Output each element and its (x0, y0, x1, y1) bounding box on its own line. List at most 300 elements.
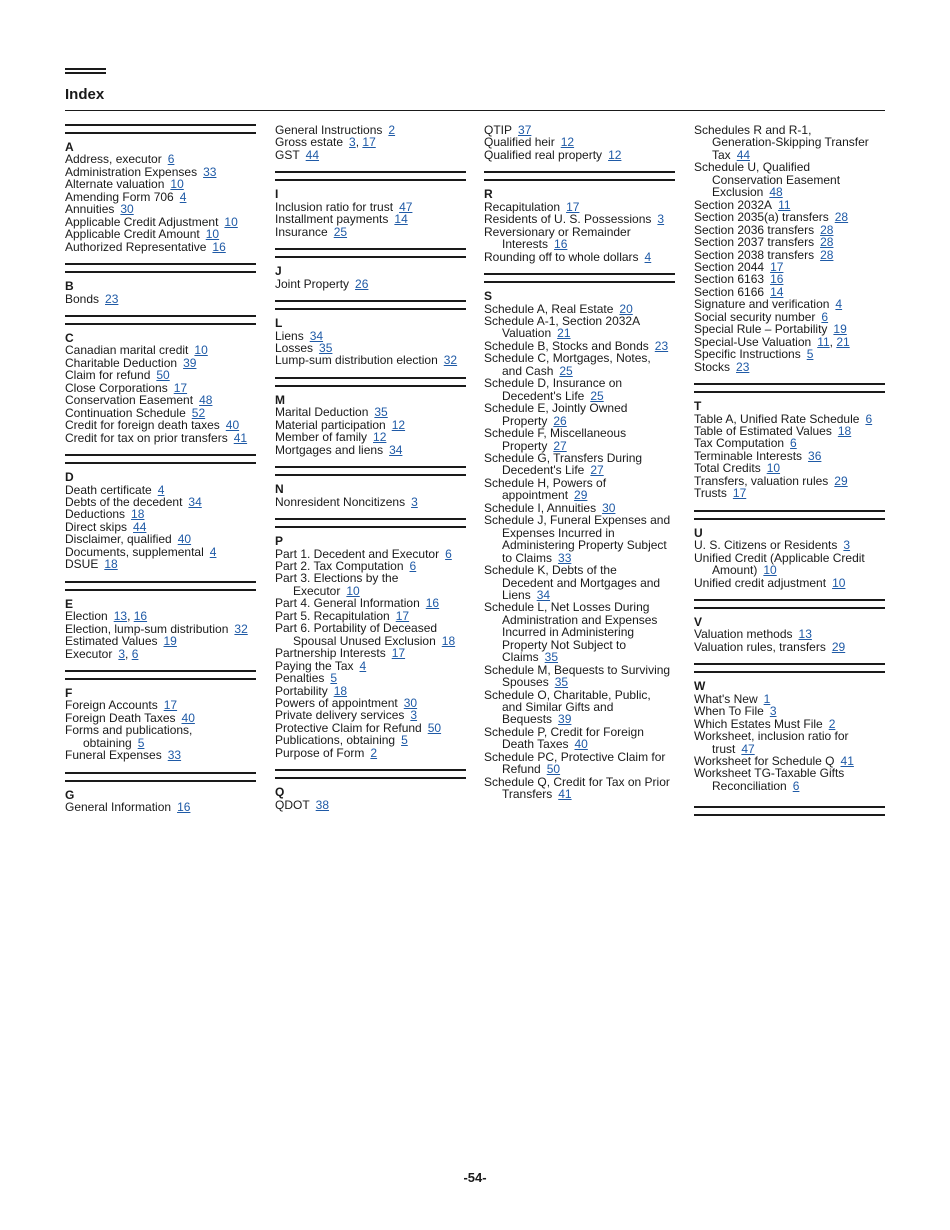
page-link[interactable]: 32 (234, 621, 248, 636)
entry-pages (188, 495, 201, 509)
page-link[interactable]: 17 (391, 646, 406, 661)
entry-text: Conservation Easement (65, 393, 194, 408)
entry-text: to Claims (502, 550, 553, 565)
entry-text: Joint Property (275, 276, 350, 291)
entry-text: Interests (502, 237, 549, 252)
page-link[interactable]: 41 (233, 430, 248, 445)
index-section-continued (275, 124, 466, 161)
entry-text: Unified credit adjustment (694, 575, 827, 590)
page-link[interactable]: 6 (167, 152, 175, 167)
entry-text: Decedent and Mortgages and (502, 575, 661, 590)
page-link[interactable]: 21 (836, 334, 850, 349)
entry-pages (334, 225, 347, 239)
page-link[interactable]: 12 (608, 147, 622, 162)
entry-pages (168, 748, 181, 762)
entry-text: Forms and publications, (65, 723, 193, 738)
page-link[interactable]: 19 (163, 634, 177, 649)
entry-pages (203, 165, 216, 179)
page-link[interactable]: 29 (831, 639, 846, 654)
entry-text: Part 4. General Information (275, 596, 420, 611)
index-section-j (275, 248, 466, 290)
entry-text: appointment (502, 488, 569, 503)
entry-text: Spousal Unused Exclusion (293, 633, 436, 648)
page-link[interactable]: 4 (835, 297, 843, 312)
index-entry (275, 136, 466, 148)
index-entry (65, 432, 256, 444)
entry-text: Applicable Credit Adjustment (65, 214, 219, 229)
page-link[interactable]: 3 (349, 135, 356, 150)
page-link[interactable]: 26 (355, 276, 369, 291)
page-link[interactable]: 34 (309, 328, 324, 343)
entry-text: Marital Deduction (275, 405, 369, 420)
entry-text: Schedule K, Debts of the (484, 563, 617, 578)
page-link[interactable]: 18 (837, 423, 852, 438)
page-link[interactable]: 17 (163, 698, 178, 713)
entry-text: Schedule P, Credit for Foreign (484, 724, 644, 739)
entry-pages (736, 360, 749, 374)
page-link[interactable]: 44 (133, 519, 147, 534)
section-letter: J (275, 264, 282, 279)
entry-text: Executor (293, 583, 341, 598)
page-link[interactable]: 12 (391, 417, 406, 432)
entry-pages (210, 545, 217, 559)
page-separator: , (125, 646, 132, 661)
section-letter: E (65, 596, 74, 611)
entry-pages (608, 148, 621, 162)
entry-text: Qualified heir (484, 135, 555, 150)
page-link[interactable]: 34 (536, 587, 551, 602)
page-link[interactable]: 4 (179, 189, 187, 204)
entry-text: Election, lump-sum distribution (65, 621, 229, 636)
index-entry (275, 226, 466, 238)
entry-pages (306, 148, 319, 162)
entry-pages (808, 449, 821, 463)
page-link[interactable]: 25 (333, 224, 348, 239)
page-link[interactable]: 13 (113, 609, 128, 624)
index-entry (484, 352, 675, 377)
index-entry (65, 724, 256, 749)
index-column-2 (275, 124, 466, 821)
section-letter: B (65, 279, 74, 294)
entry-text: When To File (694, 704, 764, 719)
entry-text: Schedule O, Charitable, Public, (484, 687, 651, 702)
entry-text: Schedule C, Mortgages, Notes, (484, 351, 651, 366)
entry-text: Special Rule – Portability (694, 322, 828, 337)
entry-text: Publications, obtaining (275, 733, 396, 748)
page-link[interactable]: 17 (770, 259, 784, 274)
entry-text: General Instructions (275, 123, 383, 137)
entry-pages (394, 212, 407, 226)
entry-text: Property Not Subject to (502, 637, 627, 652)
index-section-u (694, 510, 885, 589)
entry-pages (832, 576, 845, 590)
page-link[interactable]: 2 (370, 745, 378, 760)
page-link[interactable]: 47 (741, 741, 755, 756)
entry-text: Trusts (694, 486, 727, 501)
page-link[interactable]: 6 (865, 411, 873, 426)
entry-text: Expenses Incurred in (502, 525, 615, 540)
index-entry (694, 487, 885, 499)
page-link[interactable]: 39 (558, 712, 572, 727)
page-link[interactable]: 21 (557, 326, 571, 341)
page-link[interactable]: 44 (305, 147, 320, 162)
entry-pages (655, 339, 668, 353)
page-link[interactable]: 29 (834, 473, 848, 488)
entry-text: Transfers (502, 787, 553, 802)
page-link[interactable]: 50 (156, 368, 170, 383)
page-link[interactable]: 27 (553, 438, 567, 453)
index-entry (694, 124, 885, 161)
index-column-4 (694, 124, 885, 816)
entry-text: Direct skips (65, 519, 128, 534)
entry-text: Protective Claim for Refund (275, 720, 422, 735)
index-entry (275, 496, 466, 508)
entry-text: Bonds (65, 291, 100, 306)
entry-text: Section 2044 (694, 259, 765, 274)
page-link[interactable]: 23 (654, 338, 669, 353)
page-link[interactable]: 23 (105, 291, 119, 306)
page-link[interactable]: 10 (205, 227, 220, 242)
page-link[interactable]: 35 (544, 650, 559, 665)
entry-text: Section 2036 transfers (694, 222, 815, 237)
entry-text: Credit for foreign death taxes (65, 418, 220, 433)
entry-text: Powers of appointment (275, 695, 398, 710)
entry-text: Section 2038 transfers (694, 247, 815, 262)
entry-pages (401, 733, 408, 747)
index-entry (65, 749, 256, 761)
page-link[interactable]: 35 (319, 340, 333, 355)
entry-pages (865, 412, 872, 426)
index-entry (484, 452, 675, 477)
page-link[interactable]: 12 (560, 135, 575, 150)
page-link[interactable]: 3 (118, 646, 126, 661)
entry-pages (164, 634, 177, 648)
section-letter: L (275, 316, 283, 331)
page-link[interactable]: 12 (373, 430, 387, 445)
page-link[interactable]: 5 (137, 735, 145, 750)
entry-text: Signature and verification (694, 297, 830, 312)
entry-text: Private delivery services (275, 708, 405, 723)
entry-text: General Information (65, 800, 172, 815)
entry-text: Schedule D, Insurance on (484, 376, 623, 391)
section-letter: R (484, 187, 493, 202)
index-section-continued (484, 124, 675, 161)
entry-pages (388, 123, 395, 137)
entry-text: Valuation methods (694, 627, 793, 642)
index-section-r (484, 171, 675, 263)
entry-text: Material participation (275, 417, 386, 432)
page-link[interactable]: 2 (828, 716, 836, 731)
page-link[interactable]: 18 (131, 507, 145, 522)
page-link[interactable]: 14 (394, 212, 408, 227)
entry-text: Part 5. Recapitulation (275, 608, 390, 623)
page-link[interactable]: 6 (409, 558, 417, 573)
entry-pages (444, 353, 457, 367)
index-entry (484, 377, 675, 402)
page-link[interactable]: 5 (806, 347, 814, 362)
page-link[interactable]: 4 (157, 482, 165, 497)
entry-text: Decedent's Life (502, 463, 585, 478)
page-link[interactable]: 10 (224, 214, 238, 229)
entry-text: Election (65, 609, 108, 624)
entry-text: Schedule J, Funeral Expenses and (484, 513, 671, 528)
page-link[interactable]: 28 (820, 235, 834, 250)
section-letter: W (694, 679, 706, 694)
page-link[interactable]: 48 (199, 393, 213, 408)
page-link[interactable]: 41 (558, 787, 572, 802)
index-entry (65, 801, 256, 813)
page-link[interactable]: 48 (769, 185, 783, 200)
index-section-n (275, 466, 466, 508)
page-link[interactable]: 6 (792, 778, 800, 793)
entry-pages (832, 640, 845, 654)
entry-pages (104, 557, 117, 571)
page-link[interactable]: 10 (832, 575, 846, 590)
index-entry (65, 558, 256, 570)
page-link[interactable]: 17 (395, 608, 410, 623)
page-link[interactable]: 17 (173, 380, 188, 395)
page-link[interactable]: 10 (763, 563, 777, 578)
entry-text: Reversionary or Remainder (484, 224, 631, 239)
page-link[interactable]: 30 (403, 695, 418, 710)
page-link[interactable]: 6 (445, 546, 452, 561)
entry-text: Debts of the decedent (65, 494, 183, 509)
entry-pages (183, 356, 196, 370)
section-letter: S (484, 289, 493, 304)
entry-text: Paying the Tax (275, 658, 354, 673)
page-link[interactable]: 18 (333, 683, 348, 698)
page-link[interactable]: 25 (590, 388, 604, 403)
page-link[interactable]: 28 (820, 222, 834, 237)
entry-text: Special-Use Valuation (694, 334, 812, 349)
page-link[interactable]: 10 (194, 343, 208, 358)
entry-pages (224, 215, 237, 229)
page-link[interactable]: 37 (518, 123, 532, 137)
page-link[interactable]: 3 (843, 538, 851, 553)
page-link[interactable]: 20 (619, 301, 633, 316)
section-letter: U (694, 525, 703, 540)
index-entry (484, 664, 675, 689)
section-letter: G (65, 787, 75, 802)
page-link[interactable]: 2 (388, 123, 396, 137)
index-entry (484, 689, 675, 726)
page-number: -54- (463, 1170, 487, 1185)
entry-text: Documents, supplemental (65, 544, 204, 559)
entry-text: Residents of U. S. Possessions (484, 212, 652, 227)
page-link[interactable]: 32 (443, 353, 458, 368)
entry-text: Disclaimer, qualified (65, 532, 172, 547)
page-link[interactable]: 33 (167, 748, 182, 763)
page-link[interactable]: 17 (362, 135, 376, 150)
entry-text: Schedule H, Powers of (484, 475, 607, 490)
entry-text: Funeral Expenses (65, 748, 162, 763)
section-letter: Q (275, 785, 285, 800)
index-entry (484, 226, 675, 251)
entry-text: Part 2. Tax Computation (275, 558, 404, 573)
page-link[interactable]: 4 (359, 658, 367, 673)
page-link[interactable]: 40 (181, 710, 195, 725)
entry-text: Part 3. Elections by the (275, 571, 399, 586)
entry-text: Tax Computation (694, 436, 785, 451)
entry-text: Alternate valuation (65, 177, 165, 192)
page-link[interactable]: 35 (374, 405, 388, 420)
entry-text: Applicable Credit Amount (65, 227, 200, 242)
entry-text: Section 6163 (694, 272, 765, 287)
index-entry (484, 776, 675, 801)
entry-text: Annuities (65, 202, 115, 217)
index-section-w (694, 663, 885, 792)
page-link[interactable]: 25 (559, 363, 573, 378)
page-link[interactable]: 16 (770, 272, 784, 287)
entry-pages (180, 190, 187, 204)
entry-text: Schedule M, Bequests to Surviving (484, 662, 671, 677)
entry-text: Schedule I, Annuities (484, 500, 597, 515)
entry-text: Table of Estimated Values (694, 423, 832, 438)
page-link[interactable]: 5 (330, 671, 338, 686)
entry-text: Death Taxes (502, 737, 569, 752)
page-link[interactable]: 33 (203, 164, 217, 179)
page-link[interactable]: 26 (553, 413, 567, 428)
page-link[interactable]: 16 (425, 596, 440, 611)
entry-text: Schedule U, Qualified (694, 160, 811, 175)
entry-text: Member of family (275, 430, 368, 445)
page-link[interactable]: 6 (790, 436, 797, 451)
entry-text: Schedule L, Net Losses During (484, 600, 650, 615)
page-separator: , (829, 334, 837, 349)
page-link[interactable]: 40 (225, 418, 240, 433)
page-link[interactable]: 17 (566, 199, 580, 214)
page-link[interactable]: 1 (763, 691, 771, 706)
entry-text: Bequests (502, 712, 553, 727)
entry-pages (807, 347, 814, 361)
page-link[interactable]: 16 (177, 800, 191, 815)
index-section-continued (694, 124, 885, 373)
index-section-v (694, 599, 885, 653)
page-link[interactable]: 27 (590, 463, 604, 478)
page-link[interactable]: 35 (554, 675, 569, 690)
page-link[interactable]: 44 (736, 147, 751, 162)
page-link[interactable]: 16 (212, 239, 226, 254)
page-link[interactable]: 52 (191, 405, 206, 420)
entry-text: Schedule A-1, Section 2032A (484, 313, 641, 328)
page-link[interactable]: 18 (104, 557, 118, 572)
page-link[interactable]: 17 (732, 486, 747, 501)
page-link[interactable]: 6 (131, 646, 139, 661)
entry-text: Property (502, 438, 548, 453)
page-link[interactable]: 13 (798, 627, 812, 642)
entry-text: Schedule Q, Credit for Tax on Prior (484, 774, 670, 789)
index-entry (484, 726, 675, 751)
entry-text: Table A, Unified Rate Schedule (694, 411, 860, 426)
index-section-s (484, 273, 675, 801)
page-link[interactable]: 40 (574, 737, 588, 752)
entry-text: Claims (502, 650, 539, 665)
page-link[interactable]: 34 (389, 442, 403, 457)
entry-text: Worksheet for Schedule Q (694, 754, 835, 769)
page-link[interactable]: 18 (441, 633, 456, 648)
index-entry (694, 361, 885, 373)
page-link[interactable]: 3 (410, 708, 418, 723)
page-link[interactable]: 39 (183, 355, 197, 370)
page-link[interactable]: 16 (133, 609, 148, 624)
entry-text: Continuation Schedule (65, 405, 186, 420)
page-link[interactable]: 19 (833, 322, 847, 337)
page-link[interactable]: 47 (399, 199, 413, 214)
entry-text: Schedule PC, Protective Claim for (484, 749, 666, 764)
page-link[interactable]: 36 (808, 448, 822, 463)
page-link[interactable]: 16 (554, 237, 568, 252)
entry-pages (820, 248, 833, 262)
page-link[interactable]: 28 (834, 210, 849, 225)
index-entry (484, 315, 675, 340)
index-section-e (65, 581, 256, 660)
page-link[interactable]: 29 (574, 488, 588, 503)
entry-text: What's New (694, 691, 758, 706)
entry-text: and Cash (502, 363, 554, 378)
page-link[interactable]: 10 (766, 461, 781, 476)
page-link[interactable]: 14 (770, 284, 784, 299)
page-link[interactable]: 41 (840, 754, 854, 769)
entry-pages (234, 431, 247, 445)
entry-text: QDOT (275, 797, 310, 812)
page-link[interactable]: 10 (170, 177, 184, 192)
page-link[interactable]: 34 (188, 494, 202, 509)
entry-text: GST (275, 147, 300, 162)
entry-text: Terminable Interests (694, 448, 803, 463)
entry-pages (645, 250, 652, 264)
index-entry (484, 251, 675, 263)
index-entry (484, 601, 675, 663)
entry-text: Part 6. Portability of Deceased (275, 621, 438, 636)
page-link[interactable]: 3 (657, 212, 665, 227)
page-link[interactable]: 4 (209, 544, 217, 559)
page-link[interactable]: 4 (644, 249, 652, 264)
entry-pages (370, 746, 377, 760)
entry-text: Administration and Expenses (502, 612, 658, 627)
entry-text: obtaining (83, 735, 132, 750)
page-link[interactable]: 40 (177, 532, 192, 547)
page-link[interactable]: 11 (817, 334, 830, 349)
page-link[interactable]: 11 (778, 197, 791, 212)
index-entry (65, 293, 256, 305)
page-link[interactable]: 50 (427, 720, 442, 735)
entry-text: Recapitulation (484, 199, 561, 214)
page-link[interactable]: 50 (546, 762, 561, 777)
section-letter: M (275, 392, 285, 407)
entry-pages (817, 335, 850, 349)
entry-pages (410, 559, 417, 573)
page-link[interactable]: 5 (401, 733, 408, 748)
entry-text: Liens (275, 328, 304, 343)
page-link[interactable]: 30 (120, 202, 134, 217)
page-link[interactable]: 23 (736, 359, 750, 374)
index-entry (694, 641, 885, 653)
column-end-rule (694, 806, 885, 816)
index-entry (694, 552, 885, 577)
page-link[interactable]: 28 (820, 247, 834, 262)
page-link[interactable]: 30 (602, 500, 616, 515)
page-link[interactable]: 3 (769, 704, 777, 719)
page-link[interactable]: 33 (558, 550, 572, 565)
entry-text: Exclusion (712, 185, 764, 200)
page-link[interactable]: 38 (315, 797, 330, 812)
index-entry (484, 402, 675, 427)
page-link[interactable]: 6 (821, 309, 829, 324)
page-link[interactable]: 3 (411, 494, 418, 509)
entry-pages (793, 779, 800, 793)
entry-text: Tax (712, 147, 731, 162)
page-link[interactable]: 10 (346, 583, 360, 598)
